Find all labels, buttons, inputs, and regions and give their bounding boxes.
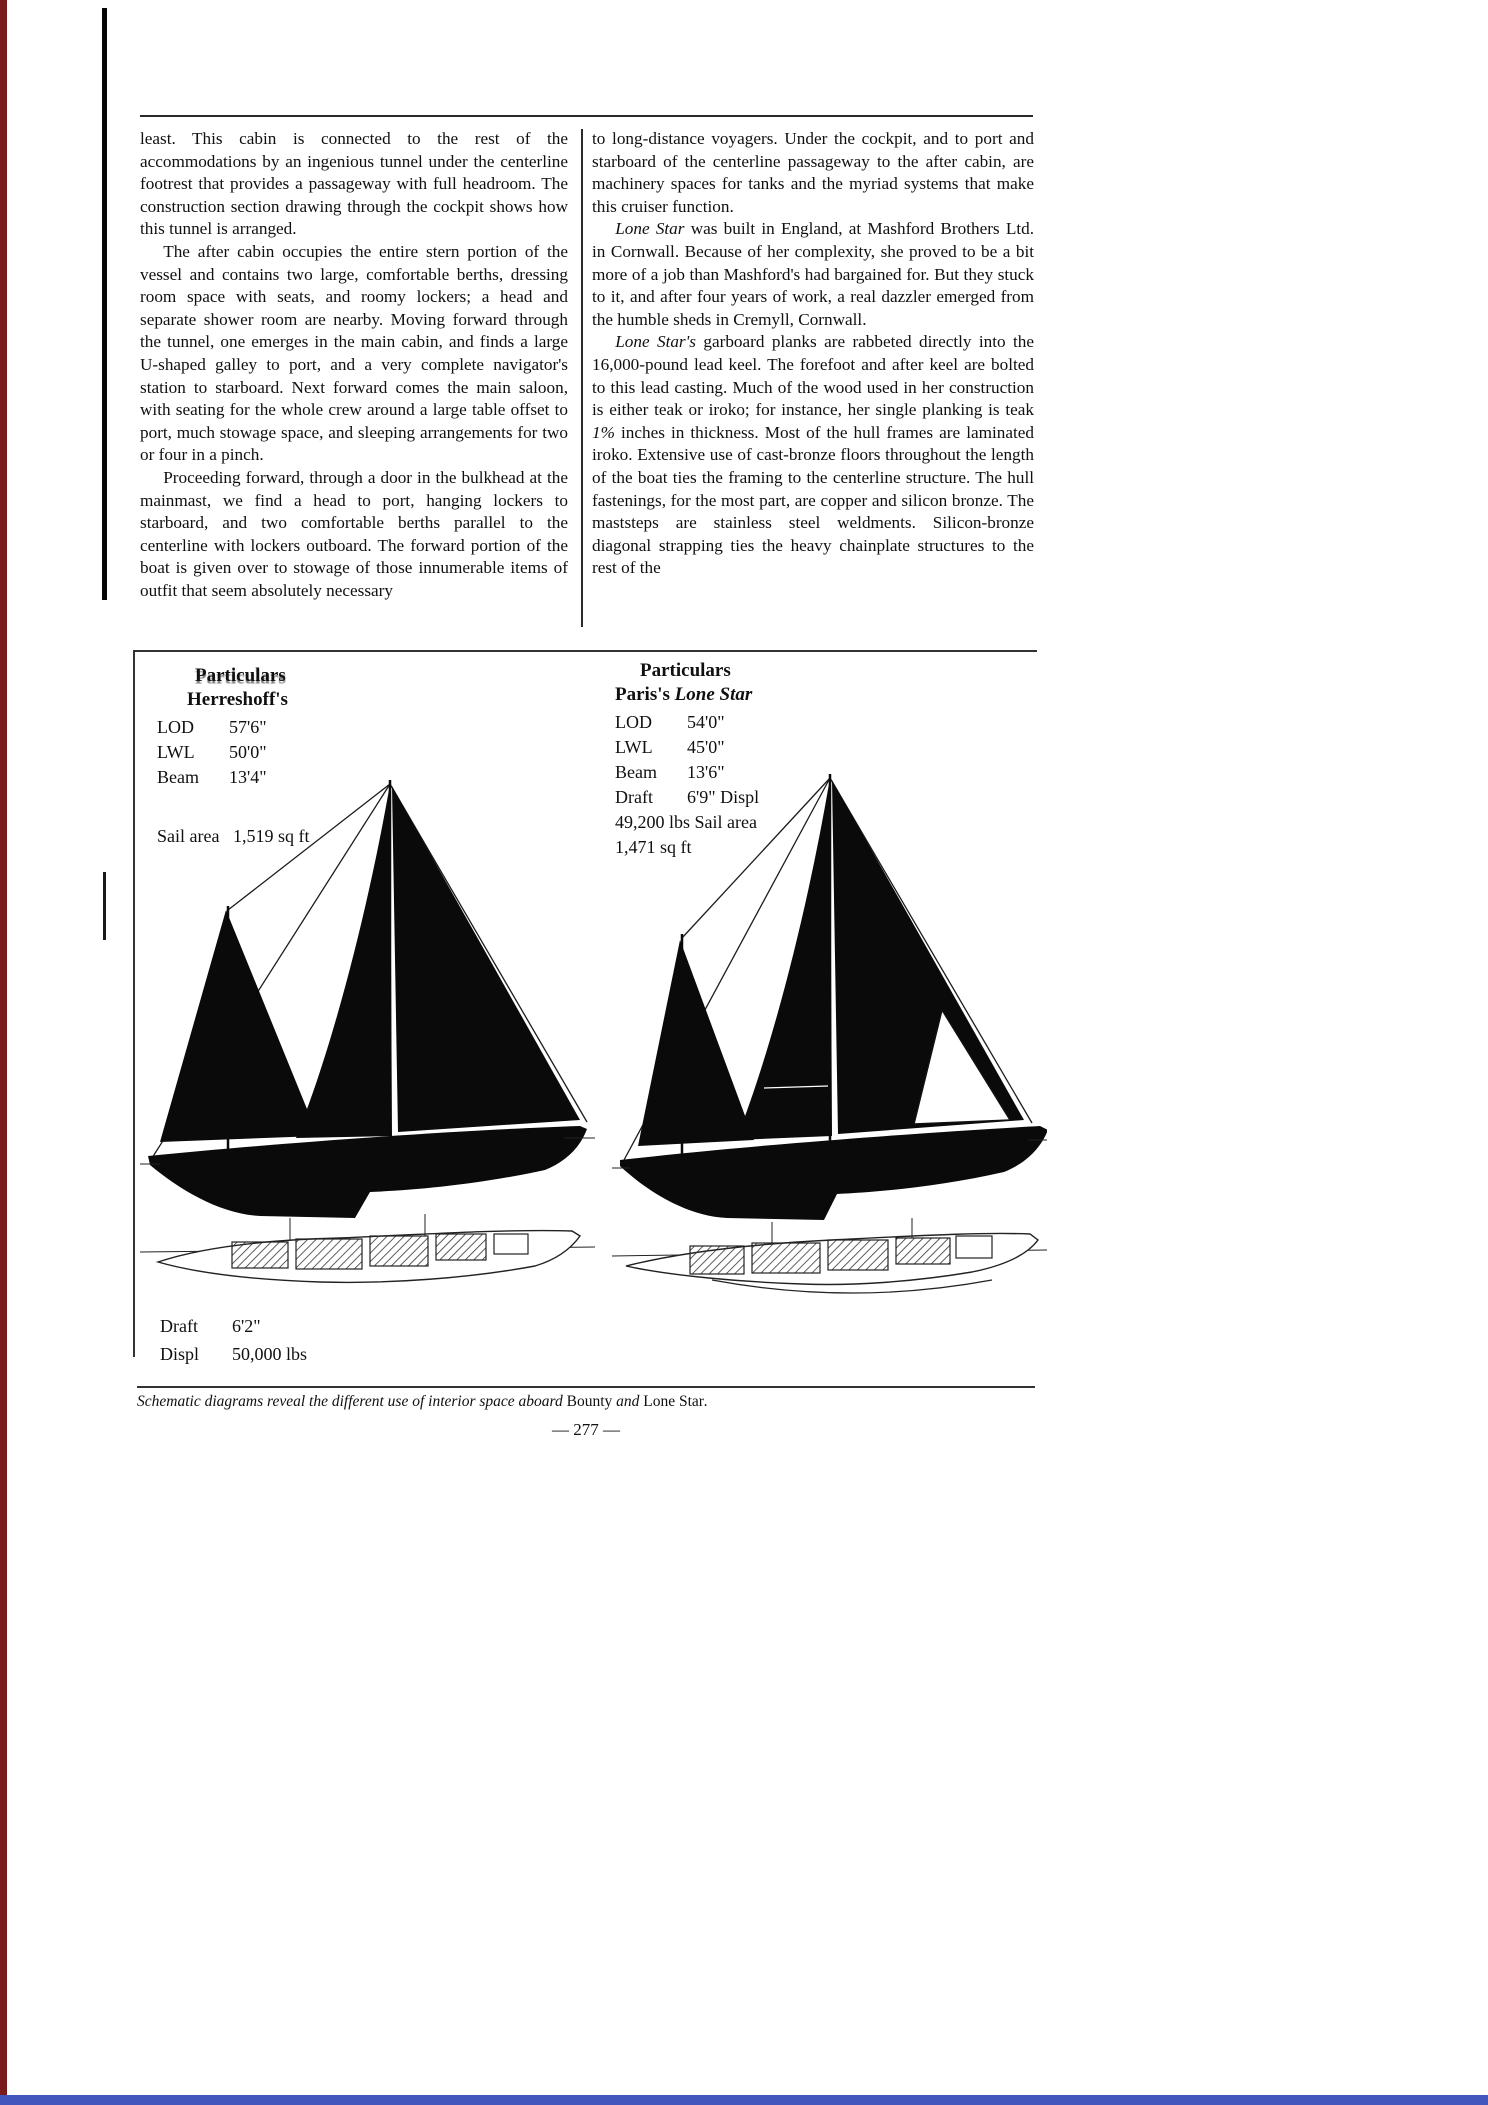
spec-value: 57'6" bbox=[229, 717, 267, 737]
spec-value: 13'4" bbox=[229, 767, 267, 787]
text-segment: least. This cabin is connected to the rest of the accommodations by an ingenious tunnel under the centerline footrest that provides a passageway with full headroom. The construction section drawing through the cockpit shows how this tunnel is arranged. bbox=[140, 129, 568, 239]
spec-continuation: 49,200 lbs Sail area bbox=[615, 812, 757, 832]
text-column-right bbox=[592, 128, 1034, 580]
text-segment: Lone Star bbox=[643, 1393, 704, 1410]
spec-value: 1,519 sq ft bbox=[233, 826, 310, 846]
paragraph bbox=[592, 218, 1034, 331]
spec-value: 45'0" bbox=[687, 737, 725, 757]
text-segment: to long-distance voyagers. Under the cockpit, and to port and starboard of the centerline passageway to the after cabin, are machinery spaces for tanks and the myriad systems that make this cruiser function. bbox=[592, 129, 1034, 216]
spec-label: Draft bbox=[615, 787, 653, 807]
spec-row bbox=[615, 710, 885, 735]
paragraph bbox=[140, 128, 568, 241]
spec-value: 50,000 lbs bbox=[232, 1344, 308, 1364]
text-segment: 1% bbox=[592, 422, 615, 442]
particulars-title: Particulars bbox=[195, 665, 286, 686]
text-segment: garboard planks are rabbeted directly into the 16,000-pound lead keel. The forefoot and after keel are bolted to this lead casting. Much of the wood used in her construction is either teak or iroko; for instance, her single planking is teak bbox=[592, 332, 1034, 420]
spec-label: LWL bbox=[615, 737, 653, 757]
spec-row bbox=[615, 735, 885, 760]
spec-row bbox=[157, 740, 417, 765]
text-segment: and bbox=[612, 1393, 644, 1410]
margin-bar bbox=[102, 8, 107, 600]
spec-label: Sail area bbox=[157, 826, 220, 846]
text-segment: Proceeding forward, through a door in the bulkhead at the mainmast, we find a head to port, hanging lockers to starboard, and two comfortable berths parallel to the centerline with lockers outboard. The forward portion of the boat is given over to stowage of those innumerable items of outfit that seem absolutely necessary bbox=[140, 467, 568, 600]
spec-value: 6'9" Displ bbox=[687, 787, 760, 807]
spec-row bbox=[157, 715, 417, 740]
boat-designer-name: Herreshoff's bbox=[187, 689, 288, 710]
page-bottom-edge-strip bbox=[0, 2095, 1488, 2105]
column-divider-rule bbox=[581, 129, 583, 627]
spec-value: 6'2" bbox=[232, 1316, 261, 1336]
particulars-title: Particulars bbox=[640, 660, 731, 681]
page-left-edge-strip bbox=[0, 0, 7, 2105]
margin-tick bbox=[103, 872, 106, 940]
figure-caption bbox=[137, 1393, 1035, 1411]
spec-label: LOD bbox=[615, 712, 652, 732]
spec-value: 13'6" bbox=[687, 762, 725, 782]
text-segment: . bbox=[703, 1393, 708, 1410]
designer-name: Paris's bbox=[615, 684, 675, 705]
spec-value: 54'0" bbox=[687, 712, 725, 732]
text-column-left bbox=[140, 128, 568, 602]
bounty-sailplan-illustration bbox=[140, 770, 595, 1295]
text-segment: The after cabin occupies the entire stern portion of the vessel and contains two large, comfortable berths, dressing room space with seats, and roomy lockers; a head and separate shower room are nearby. Moving forward through the tunnel, one emerges in the main cabin, and finds a large U-shaped galley to port, and a very complete navigator's station to starboard. Next forward comes the main saloon, with seating for the whole crew around a large table offset to port, much stowage space, and sleeping arrangements for two or four in a pinch. bbox=[140, 241, 568, 465]
paragraph bbox=[140, 241, 568, 467]
text-segment: inches in thickness. Most of the hull frames are laminated iroko. Extensive use of cast-bronze floors throughout the length of the boat ties the framing to the centerline structure. The hull fastenings, for the most part, are copper and silicon bronze. The maststeps are stainless steel weldments. Silicon-bronze diagonal strapping ties the heavy chainplate structures to the rest of the bbox=[592, 422, 1034, 578]
paragraph bbox=[140, 467, 568, 603]
spec-continuation: 1,471 sq ft bbox=[615, 837, 692, 857]
spec-value: 50'0" bbox=[229, 742, 267, 762]
spec-label: Draft bbox=[160, 1316, 198, 1336]
text-segment: was built in England, at Mashford Brothers Ltd. in Cornwall. Because of her complexity, she proved to be a bit more of a job than Mashford's had bargained for. But they stuck to it, and after four years of work, a real dazzler emerged from the humble sheds in Cremyll, Cornwall. bbox=[592, 219, 1034, 329]
spec-label: Beam bbox=[615, 762, 657, 782]
page-number: — 277 — bbox=[552, 1420, 620, 1439]
spec-row bbox=[160, 1312, 420, 1340]
text-segment: Schematic diagrams reveal the different use of interior space aboard bbox=[137, 1393, 567, 1410]
text-segment: Bounty bbox=[566, 1393, 613, 1410]
paragraph bbox=[592, 331, 1034, 580]
spec-label: Displ bbox=[160, 1344, 200, 1364]
spec-row bbox=[160, 1340, 420, 1368]
particulars-bounty-bottom bbox=[160, 1312, 420, 1368]
caption-rule bbox=[137, 1386, 1035, 1388]
boat-designer-name bbox=[615, 684, 885, 706]
spec-label: Beam bbox=[157, 767, 199, 787]
text-segment: Lone Star's bbox=[615, 332, 696, 352]
spec-label: LWL bbox=[157, 742, 195, 762]
paragraph bbox=[592, 128, 1034, 218]
spec-label: LOD bbox=[157, 717, 194, 737]
header-rule bbox=[140, 115, 1033, 117]
text-segment: Lone Star bbox=[615, 219, 685, 239]
boat-name: Lone Star bbox=[674, 684, 753, 705]
lone-star-sailplan-illustration bbox=[612, 768, 1047, 1303]
